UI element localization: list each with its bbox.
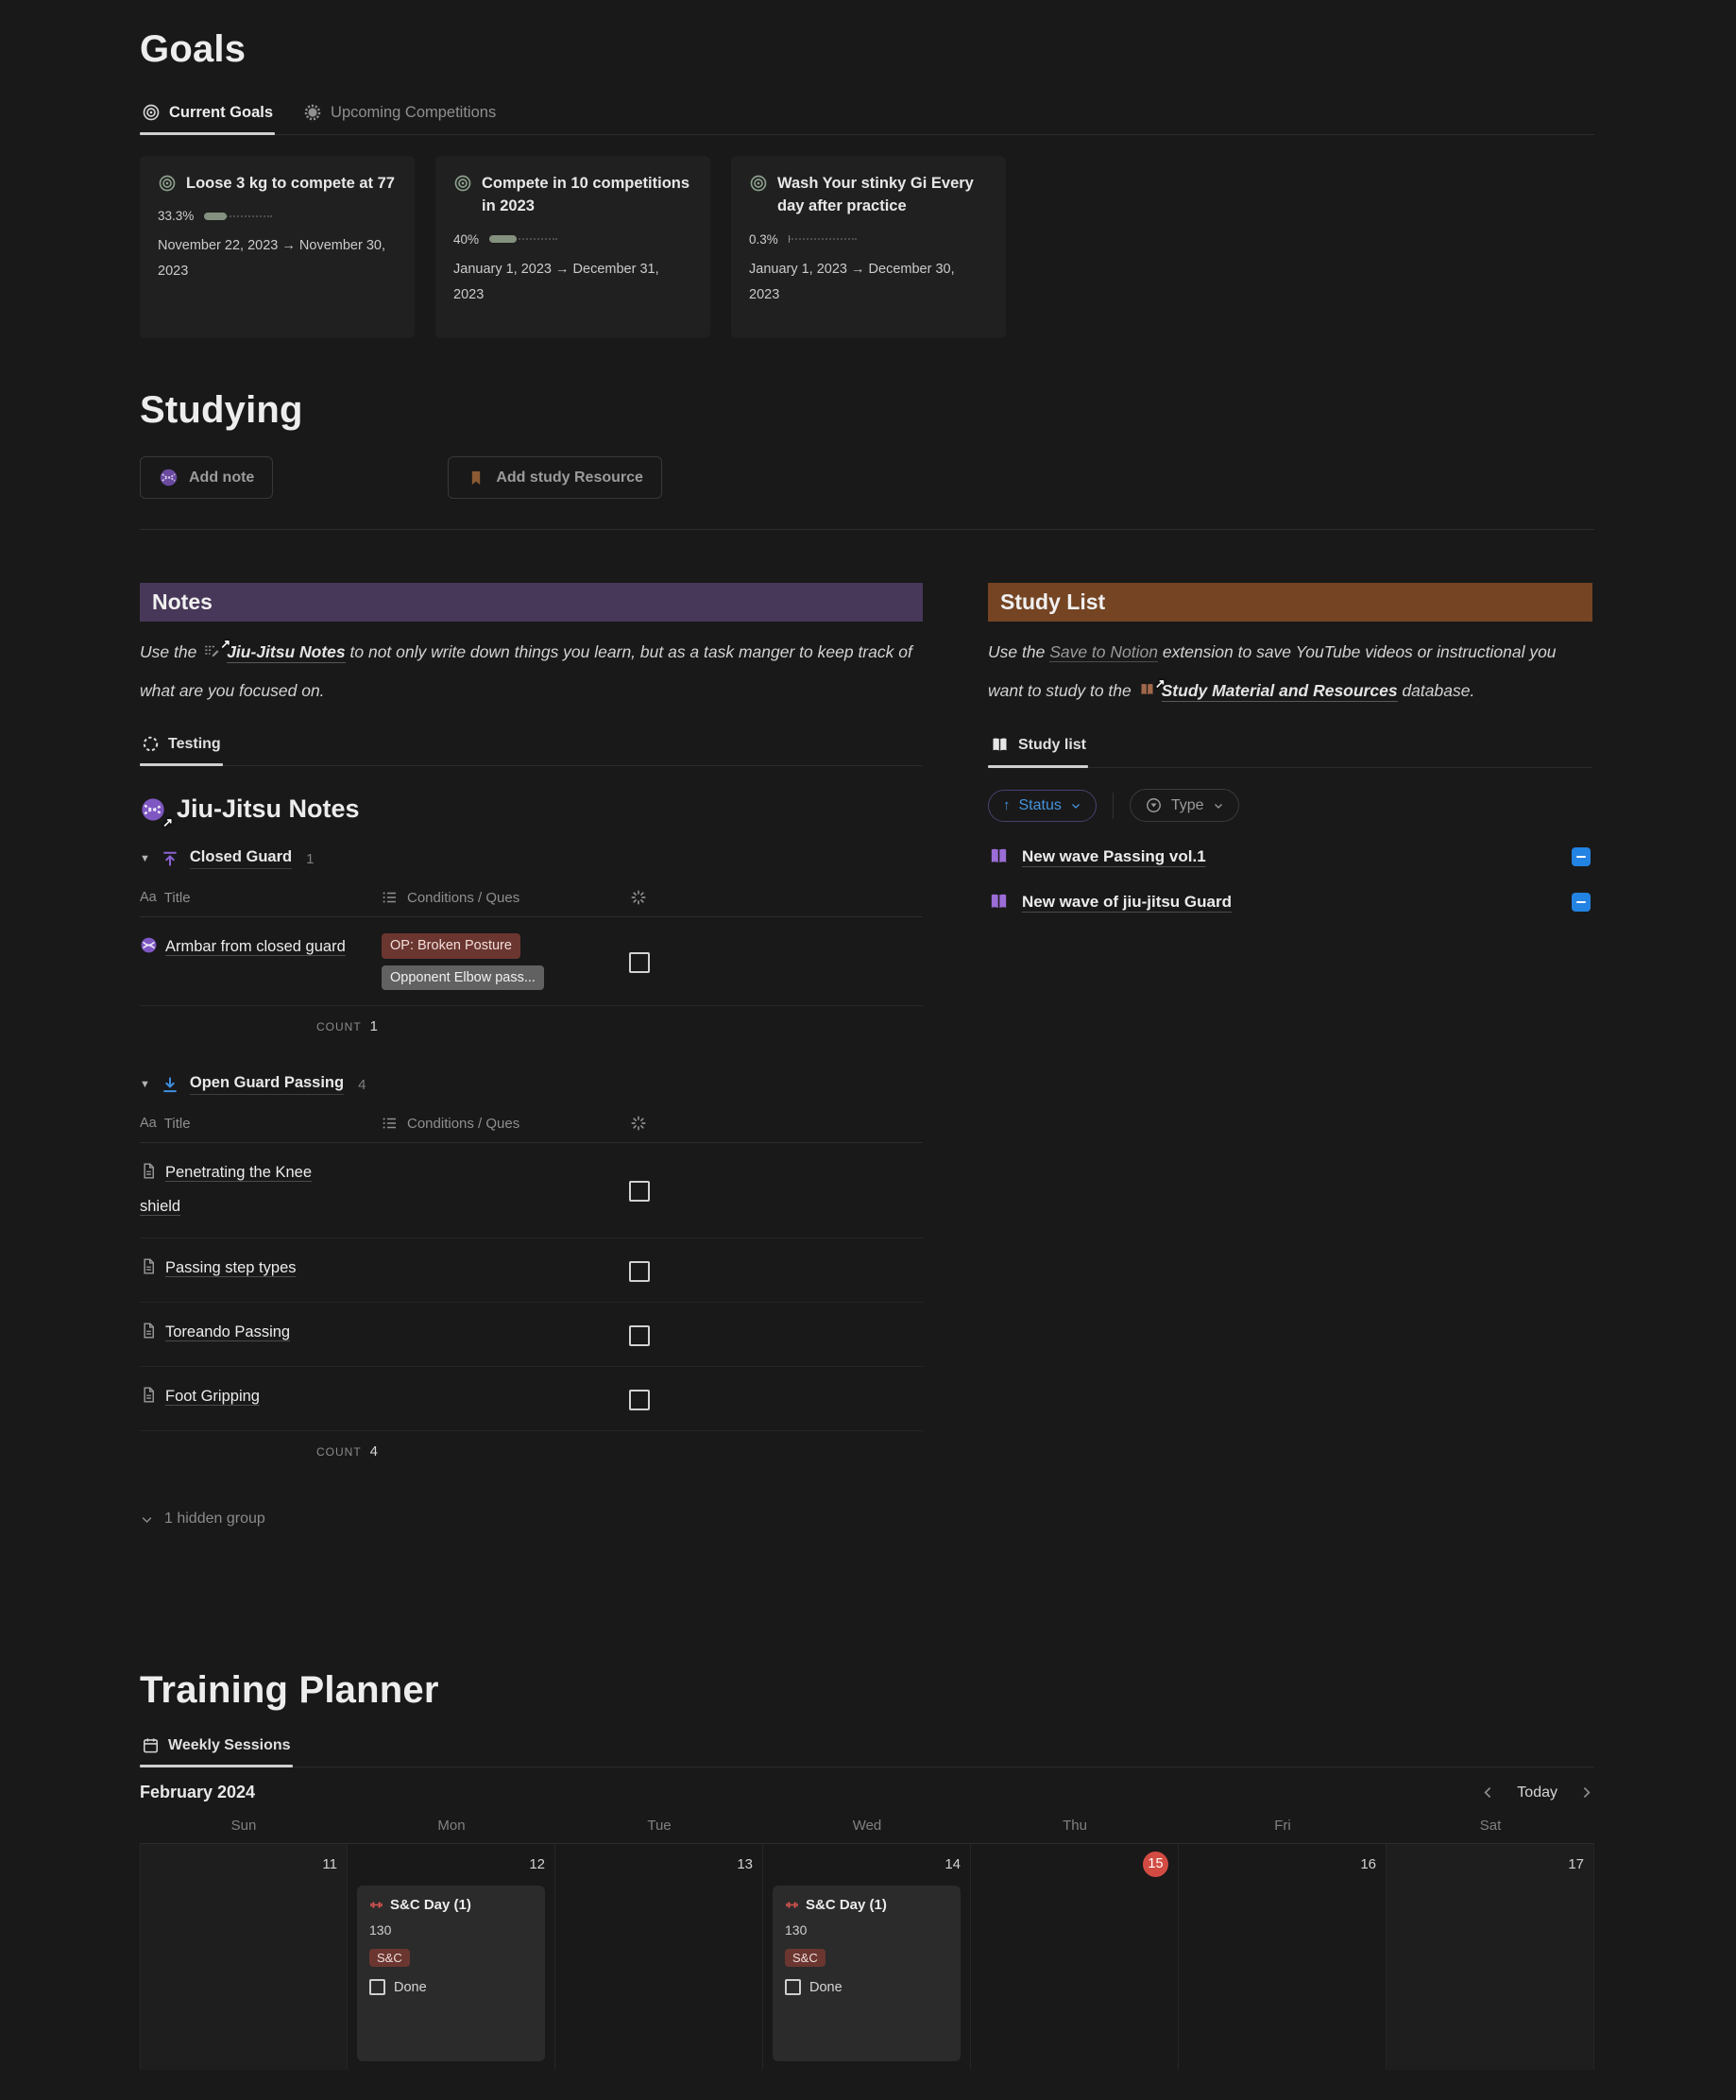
database-title: Jiu-Jitsu Notes — [177, 794, 360, 824]
study-item-link[interactable]: New wave Passing vol.1 — [1022, 846, 1206, 865]
calendar-day-cell[interactable] — [1179, 1844, 1387, 2070]
done-label: Done — [394, 1979, 427, 1995]
today-button[interactable]: Today — [1517, 1784, 1557, 1801]
list-icon — [382, 889, 399, 906]
goal-card[interactable] — [140, 156, 415, 338]
target-icon — [749, 174, 768, 193]
document-icon — [140, 1384, 161, 1415]
calendar-event-card[interactable] — [773, 1886, 961, 2061]
progress-bar — [489, 235, 557, 243]
studying-heading: Studying — [140, 389, 303, 431]
event-tag: S&C — [369, 1949, 410, 1967]
goal-percent: 33.3% — [158, 209, 195, 224]
calendar-event-card[interactable] — [357, 1886, 545, 2061]
calendar-grid — [140, 1843, 1594, 2070]
open-book-icon — [988, 845, 1010, 867]
day-number: 11 — [322, 1855, 337, 1872]
today-badge: 15 — [1143, 1852, 1168, 1877]
calendar-day-cell[interactable] — [971, 1844, 1179, 2070]
list-icon — [382, 1115, 399, 1132]
group-count: 4 — [358, 1076, 366, 1093]
group-closed-guard — [140, 848, 923, 1034]
calendar-day-cell[interactable] — [140, 1844, 348, 2070]
weekday-header-row — [140, 1818, 1594, 1843]
goals-heading: Goals — [140, 28, 247, 70]
study-list-item[interactable] — [988, 891, 1592, 913]
studying-buttons — [140, 456, 1594, 499]
study-item-link[interactable]: New wave of jiu-jitsu Guard — [1022, 892, 1232, 911]
goal-dates: November 22, 2023 → November 30, 2023 — [158, 238, 385, 280]
weekday-label: Sat — [1479, 1818, 1502, 1835]
day-number: 17 — [1568, 1855, 1584, 1872]
open-book-icon — [988, 891, 1010, 913]
training-planner-section — [140, 1669, 1594, 2070]
row-checkbox[interactable] — [629, 1261, 650, 1282]
goal-title: Loose 3 kg to compete at 77 — [186, 175, 395, 192]
conditions-tags — [382, 931, 629, 990]
purple-ball-icon — [140, 796, 173, 829]
weekday-label: Thu — [1063, 1818, 1087, 1835]
goal-card[interactable] — [731, 156, 1006, 338]
tab-study-list[interactable] — [988, 731, 1088, 767]
type-filter-chip[interactable] — [1130, 789, 1239, 822]
group-open-guard-passing — [140, 1074, 923, 1460]
page-link[interactable]: Foot Gripping — [165, 1388, 260, 1406]
row-checkbox[interactable] — [629, 1325, 650, 1346]
goal-dates: January 1, 2023 → December 30, 2023 — [749, 261, 955, 302]
goal-card[interactable] — [435, 156, 710, 338]
count-row: COUNT 1 — [315, 1018, 378, 1035]
event-tag: S&C — [785, 1949, 825, 1967]
target-icon — [142, 103, 161, 122]
column-title[interactable]: Title — [163, 889, 191, 906]
note-pencil-icon — [202, 635, 231, 652]
done-checkbox[interactable] — [785, 1979, 801, 1995]
spinner-status-icon — [629, 888, 648, 907]
dumbbell-icon — [369, 1898, 383, 1912]
tab-current-goals[interactable] — [140, 95, 275, 134]
progress-bar — [204, 213, 272, 220]
document-icon — [140, 1160, 161, 1191]
collapse-triangle-icon[interactable]: ▼ — [140, 853, 150, 865]
goals-tabbar — [140, 95, 1594, 135]
status-minus-badge[interactable] — [1572, 847, 1591, 866]
status-minus-badge[interactable] — [1572, 893, 1591, 912]
group-name[interactable]: Closed Guard — [190, 848, 292, 869]
link-arrow-icon: ↗ — [1154, 675, 1166, 691]
planner-tabs — [140, 1733, 1594, 1767]
spinner-status-icon — [629, 1114, 648, 1133]
calendar-day-cell[interactable] — [763, 1844, 971, 2070]
chip-label: Type — [1170, 796, 1204, 813]
chevron-down-icon — [1213, 800, 1224, 811]
page-link[interactable]: Toreando Passing — [165, 1323, 291, 1341]
medal-icon — [303, 103, 322, 122]
event-value: 130 — [369, 1922, 392, 1938]
weekday-label: Mon — [437, 1818, 466, 1835]
tab-label: Current Goals — [169, 103, 274, 121]
day-number: 14 — [945, 1855, 961, 1872]
calendar-day-cell[interactable] — [348, 1844, 555, 2070]
collapse-triangle-icon[interactable]: ▼ — [140, 1079, 150, 1091]
page-link[interactable]: Armbar from closed guard — [165, 938, 346, 956]
button-label: Add note — [189, 469, 255, 486]
study-list-item[interactable] — [988, 845, 1592, 867]
tab-weekly-sessions[interactable] — [140, 1733, 293, 1767]
tag[interactable]: Opponent Elbow pass... — [382, 965, 544, 990]
event-title: S&C Day (1) — [806, 1897, 887, 1914]
group-count: 1 — [306, 850, 315, 867]
hidden-group-toggle[interactable] — [140, 1511, 923, 1528]
add-study-resource-button[interactable] — [448, 456, 662, 499]
calendar-day-cell[interactable] — [1387, 1844, 1594, 2070]
study-list-banner: Study List — [988, 583, 1592, 622]
goal-percent: 40% — [453, 231, 480, 247]
study-material-link[interactable]: Study Material and Resources — [1161, 681, 1398, 701]
table-row[interactable] — [140, 1238, 923, 1303]
study-list-column — [988, 583, 1592, 913]
column-conditions[interactable]: Conditions / Ques — [407, 889, 520, 906]
jiu-jitsu-notes-link[interactable]: Jiu-Jitsu Notes — [227, 642, 346, 661]
day-number: 12 — [529, 1855, 545, 1872]
notes-column — [140, 583, 923, 1528]
day-number: 16 — [1360, 1855, 1376, 1872]
notes-intro: Use the ↗ Jiu-Jitsu Notes to not only write down things you learn, but as a task manger to keep track of what are you focused on. — [140, 633, 923, 710]
row-checkbox[interactable] — [629, 952, 650, 973]
page-link[interactable]: Penetrating the Knee shield — [140, 1164, 313, 1216]
notes-banner: Notes — [140, 583, 923, 622]
study-intro: Use the Save to Notion extension to save YouTube videos or instructional you want to study to the ↗ Study Material and Resources database. — [988, 642, 1557, 701]
study-view-tabs — [988, 731, 1592, 768]
status-filter-chip[interactable] — [988, 790, 1097, 822]
event-title: S&C Day (1) — [390, 1897, 471, 1914]
column-title[interactable]: Title — [163, 1115, 191, 1132]
tab-upcoming-competitions[interactable] — [301, 95, 498, 134]
target-icon — [158, 174, 177, 193]
goal-dates: January 1, 2023 → December 31, 2023 — [453, 261, 659, 302]
weekday-label: Sun — [230, 1818, 257, 1835]
chevron-down-icon — [140, 1512, 154, 1527]
tab-testing[interactable] — [140, 731, 223, 765]
weekday-label: Tue — [647, 1818, 672, 1835]
row-checkbox[interactable] — [629, 1181, 650, 1202]
top-position-icon — [161, 849, 179, 868]
study-filters — [988, 789, 1592, 822]
weekday-label: Fri — [1274, 1818, 1291, 1835]
link-arrow-icon: ↗ — [162, 814, 173, 829]
prev-month-button[interactable] — [1480, 1784, 1496, 1801]
sort-arrow-icon: ↑ — [1003, 797, 1011, 814]
column-conditions[interactable]: Conditions / Ques — [407, 1115, 520, 1132]
calendar-month-label: February 2024 — [140, 1783, 256, 1802]
table-header: Aa Title Conditions / Ques — [140, 1114, 923, 1143]
tag[interactable]: OP: Broken Posture — [382, 933, 520, 958]
section-divider — [140, 529, 1594, 530]
open-book-icon — [1137, 674, 1166, 691]
chip-label: Status — [1018, 796, 1062, 813]
table-row[interactable] — [140, 1367, 923, 1431]
page-link[interactable]: Passing step types — [165, 1259, 297, 1277]
in-progress-icon — [142, 735, 160, 753]
purple-ball-icon — [159, 468, 179, 487]
planner-heading: Training Planner — [140, 1669, 439, 1712]
document-icon — [140, 1320, 161, 1351]
goal-percent: 0.3% — [749, 231, 778, 247]
add-note-button[interactable] — [140, 456, 273, 499]
document-icon — [140, 1255, 161, 1287]
calendar-header — [140, 1783, 1594, 1802]
group-name[interactable]: Open Guard Passing — [190, 1074, 344, 1095]
tab-label: Upcoming Competitions — [331, 103, 497, 121]
tab-label: Weekly Sessions — [168, 1736, 291, 1753]
goal-cards — [140, 156, 1594, 338]
count-row: COUNT 4 — [315, 1443, 378, 1460]
table-row[interactable] — [140, 1303, 923, 1367]
weekday-label: Wed — [852, 1818, 882, 1835]
target-icon — [453, 174, 472, 193]
calendar-day-cell[interactable] — [555, 1844, 763, 2070]
jiu-jitsu-notes-title[interactable] — [140, 794, 923, 829]
progress-bar — [789, 235, 857, 243]
hidden-group-label: 1 hidden group — [164, 1511, 265, 1528]
goal-title: Compete in 10 competitions in 2023 — [482, 175, 690, 215]
chevron-down-icon — [1070, 800, 1081, 811]
filter-divider — [1113, 793, 1114, 819]
save-to-notion-link[interactable]: Save to Notion — [1049, 642, 1158, 661]
dumbbell-icon — [785, 1898, 799, 1912]
open-book-icon — [990, 735, 1010, 755]
done-label: Done — [809, 1979, 842, 1995]
calendar-icon — [142, 1736, 160, 1754]
tab-label: Testing — [168, 735, 221, 752]
event-value: 130 — [785, 1922, 808, 1938]
next-month-button[interactable] — [1578, 1784, 1594, 1801]
purple-ball-icon — [140, 934, 161, 965]
button-label: Add study Resource — [496, 469, 643, 486]
link-arrow-icon: ↗ — [220, 637, 231, 652]
table-header: Aa Title Conditions / Ques — [140, 888, 923, 917]
goal-title: Wash Your stinky Gi Every day after practice — [777, 175, 974, 215]
notes-view-tabs — [140, 731, 923, 766]
table-row[interactable] — [140, 1143, 923, 1238]
row-checkbox[interactable] — [629, 1390, 650, 1410]
table-row[interactable] — [140, 917, 923, 1006]
bookmark-icon — [467, 469, 485, 487]
tab-label: Study list — [1018, 736, 1087, 753]
filter-circle-icon — [1145, 796, 1163, 814]
done-checkbox[interactable] — [369, 1979, 385, 1995]
day-number: 13 — [737, 1855, 753, 1872]
bottom-position-icon — [161, 1075, 179, 1094]
